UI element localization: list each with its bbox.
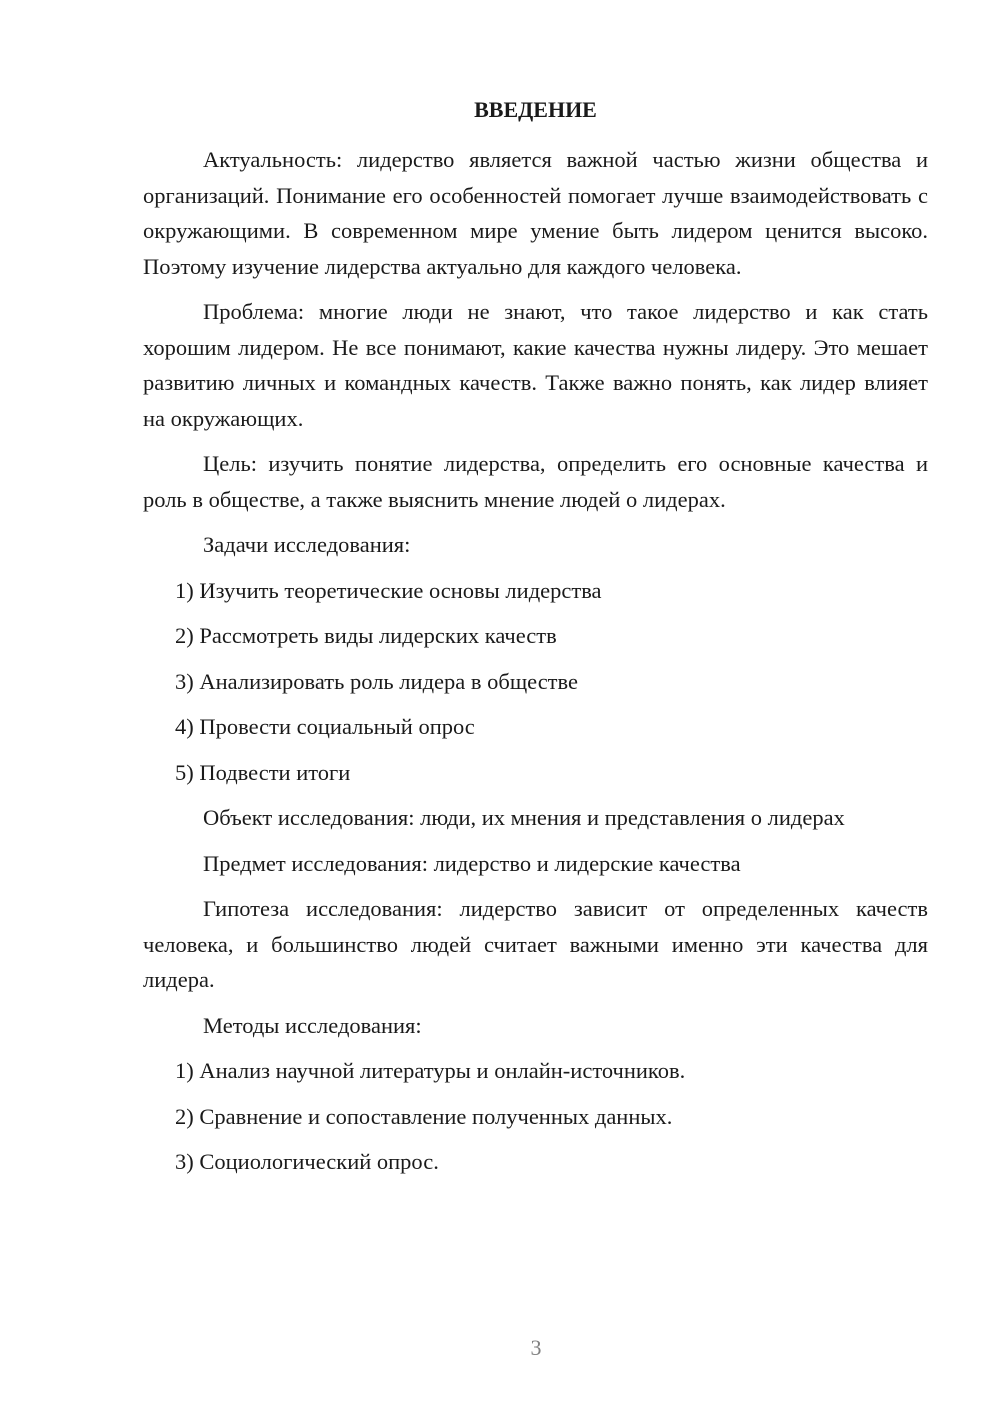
goal-paragraph: Цель: изучить понятие лидерства, определить его основные качества и роль в обществе, а также выяснить мнение людей о лидерах.: [143, 451, 928, 512]
methods-heading: Методы исследования:: [203, 1012, 422, 1038]
subject-line: Предмет исследования: лидерство и лидерские качества: [203, 850, 741, 876]
tasks-heading: Задачи исследования:: [203, 532, 411, 557]
object-line: Объект исследования: люди, их мнения и представления о лидерах: [203, 805, 845, 830]
list-item: 3) Анализировать роль лидера в обществе: [175, 668, 578, 694]
page-content: [143, 92, 928, 1190]
list-item: 2) Рассмотреть виды лидерских качеств: [175, 623, 557, 648]
list-item: 4) Провести социальный опрос: [175, 714, 475, 739]
list-item: 2) Сравнение и сопоставление полученных данных.: [175, 1103, 673, 1129]
list-item: 3) Социологический опрос.: [175, 1149, 439, 1174]
list-item: 1) Изучить теоретические основы лидерства: [175, 577, 602, 603]
list-item: 5) Подвести итоги: [175, 759, 351, 785]
relevance-paragraph: Актуальность: лидерство является важной частью жизни общества и организаций. Понимание его особенностей помогает лучше взаимодействовать с окружающими. В современном мире умение быть лидером ценится высоко. Поэтому изучение лидерства актуально для каждого человека.: [143, 147, 928, 279]
tasks-list: [143, 573, 928, 801]
page-number: 3: [530, 1335, 542, 1360]
problem-paragraph: Проблема: многие люди не знают, что такое лидерство и как стать хорошим лидером. Не все понимают, какие качества нужны лидеру. Это мешает развитию личных и командных качеств. Также важно понять, как лидер влияет на окружающих.: [143, 299, 928, 431]
hypothesis-paragraph: Гипотеза исследования: лидерство зависит от определенных качеств человека, и большинство людей считает важными именно эти качества для лидера.: [143, 896, 928, 992]
page-title: ВВЕДЕНИЕ: [474, 97, 597, 122]
list-item: 1) Анализ научной литературы и онлайн-источников.: [175, 1058, 686, 1083]
methods-list: [143, 1053, 928, 1190]
